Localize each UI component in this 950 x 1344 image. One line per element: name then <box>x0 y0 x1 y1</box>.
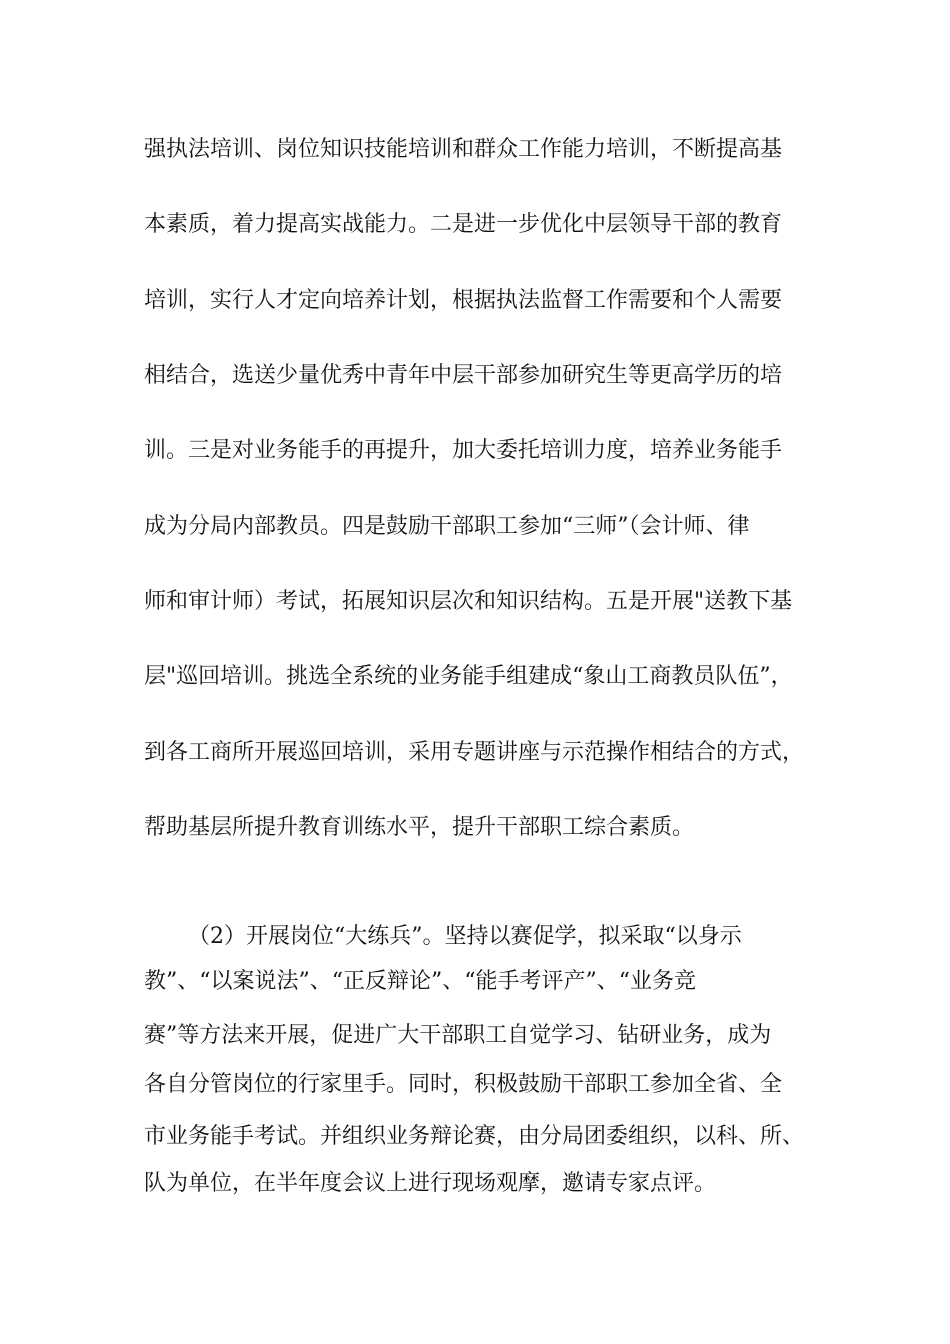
paragraph-line: 强执法培训、岗位知识技能培训和群众工作能力培训，不断提高基 <box>144 137 783 162</box>
paragraph-line: 教”、“以案说法”、“正反辩论”、“能手考评产”、“业务竞 <box>144 969 696 994</box>
paragraph-line: 帮助基层所提升教育训练水平，提升干部职工综合素质。 <box>144 815 695 840</box>
paragraph-line: 训。三是对业务能手的再提升，加大委托培训力度，培养业务能手 <box>144 438 783 463</box>
paragraph-line: 层"巡回培训。挑选全系统的业务能手组建成“象山工商教员队伍”， <box>144 664 793 689</box>
paragraph-line: 队为单位，在半年度会议上进行现场观摩，邀请专家点评。 <box>144 1171 717 1196</box>
paragraph-line: 各自分管岗位的行家里手。同时，积极鼓励干部职工参加全省、全 <box>144 1072 783 1097</box>
paragraph-line: 培训，实行人才定向培养计划，根据执法监督工作需要和个人需要 <box>144 288 783 313</box>
paragraph-line: 相结合，选送少量优秀中青年中层干部参加研究生等更高学历的培 <box>144 363 783 388</box>
paragraph-line: 到各工商所开展巡回培训，采用专题讲座与示范操作相结合的方式， <box>144 740 805 765</box>
paragraph-line: 本素质，着力提高实战能力。二是进一步优化中层领导干部的教育 <box>144 212 783 237</box>
paragraph-line: 市业务能手考试。并组织业务辩论赛，由分局团委组织，以科、所、 <box>144 1124 805 1149</box>
paragraph-line: （2）开展岗位“大练兵”。坚持以赛促学，拟采取“以身示 <box>188 924 742 949</box>
paragraph-line: 师和审计师）考试，拓展知识层次和知识结构。五是开展"送教下基 <box>144 589 793 614</box>
paragraph-line: 赛”等方法来开展，促进广大干部职工自觉学习、钻研业务，成为 <box>144 1023 772 1048</box>
paragraph-line: 成为分局内部教员。四是鼓励干部职工参加“三师”（会计师、律 <box>144 514 750 539</box>
